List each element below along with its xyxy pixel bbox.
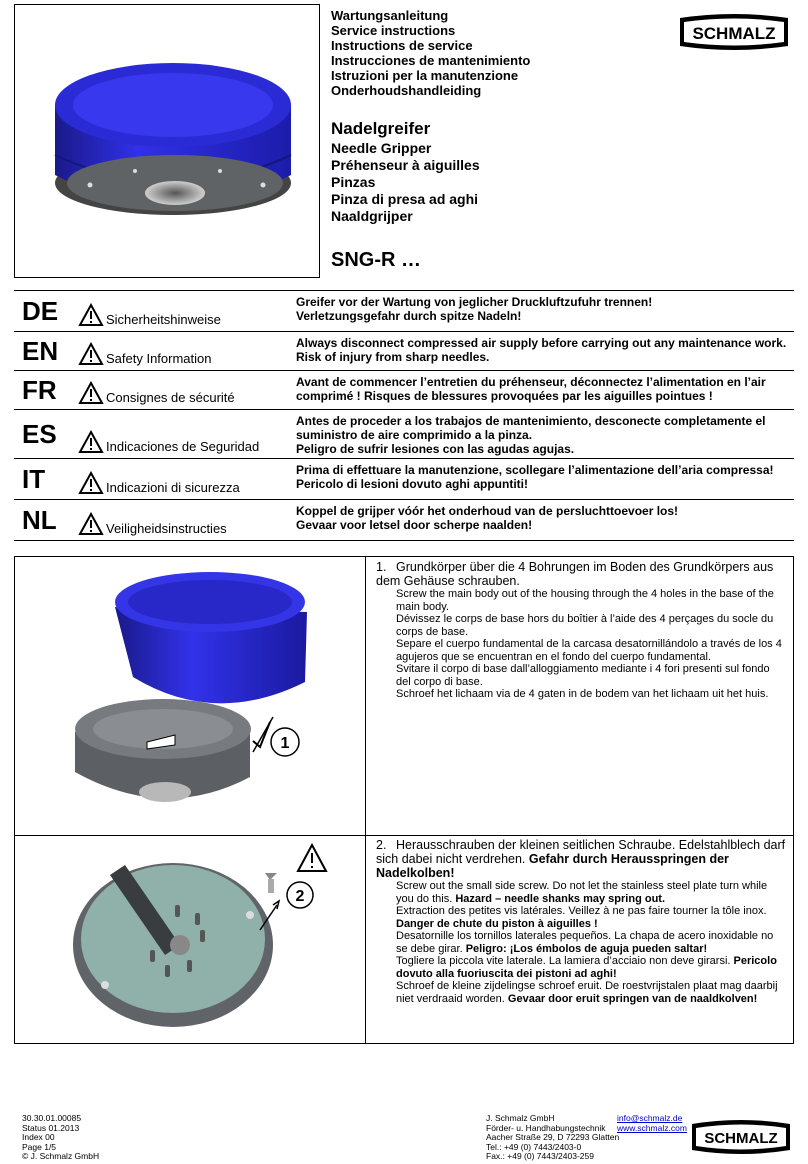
safety-text bbox=[296, 459, 794, 499]
step-2-main bbox=[376, 838, 787, 880]
doc-title-fr: Instructions de service bbox=[331, 38, 473, 53]
step-2-image-label: 2 bbox=[295, 888, 305, 905]
product-image-frame bbox=[14, 4, 320, 278]
product-names bbox=[331, 118, 480, 225]
company-line: Fax.: +49 (0) 7443/2403-259 bbox=[486, 1151, 594, 1161]
product-name-es: Pinzas bbox=[331, 174, 376, 190]
safety-line: Koppel de grijper vóór het onderhoud van de persluchttoevoer los! bbox=[296, 504, 679, 518]
company-line: Aacher Straße 29, D 72293 Glatten bbox=[486, 1132, 620, 1142]
company-line: Tel.: +49 (0) 7443/2403-0 bbox=[486, 1141, 582, 1152]
step-line: Screw the main body out of the housing through the 4 holes in the base of the main body. bbox=[396, 588, 774, 613]
safety-text bbox=[296, 410, 794, 458]
step-2-image bbox=[15, 835, 366, 1043]
lang-code: ES bbox=[22, 418, 57, 449]
doc-status: Status 01.2013 bbox=[22, 1122, 80, 1133]
doc-title-en: Service instructions bbox=[331, 23, 456, 38]
warning-icon bbox=[78, 471, 104, 495]
step-line: Desatornille los tornillos laterales pequeños. La chapa de acero inoxidable no se debe girar. Peligro: ¡Los émbolos de aguja pueden saltar! bbox=[396, 930, 774, 955]
warning-icon bbox=[78, 381, 104, 405]
page-number: Page 1/5 bbox=[22, 1141, 57, 1152]
step-1-text bbox=[366, 557, 793, 835]
step-line: Separe el cuerpo fundamental de la carcasa desatornillándolo a través de los 4 agujeros que se encuentran en el fondo del cuerpo fundamental. bbox=[396, 638, 782, 663]
step-number: 2. bbox=[376, 838, 387, 852]
safety-line: Risk of injury from sharp needles. bbox=[296, 350, 490, 364]
safety-row-it bbox=[14, 458, 794, 499]
safety-section-label: Veiligheidsinstructies bbox=[106, 521, 227, 536]
safety-line: Antes de proceder a los trabajos de mantenimiento, desconecte completamente el bbox=[296, 414, 766, 428]
safety-line: Prima di effettuare la manutenzione, scollegare l’alimentazione dell’aria compressa! bbox=[296, 463, 774, 477]
logo-text: SCHMALZ bbox=[704, 1130, 778, 1147]
lang-code: NL bbox=[22, 504, 57, 535]
lang-code: FR bbox=[22, 374, 57, 405]
disassembly-illustration bbox=[15, 557, 363, 835]
step-line: Screw out the small side screw. Do not let the stainless steel plate turn while you do this. Hazard – needle shanks may spring out. bbox=[396, 880, 768, 905]
company-line: J. Schmalz GmbH bbox=[486, 1113, 555, 1123]
lang-code: EN bbox=[22, 335, 59, 366]
step-line: Schroef het lichaam via de 4 gaten in de bodem van het lichaam uit het huis. bbox=[396, 688, 769, 700]
safety-row-en bbox=[14, 331, 794, 370]
warning-icon bbox=[78, 303, 104, 327]
warning-icon bbox=[78, 430, 104, 454]
safety-line: Pericolo di lesioni dovuto aghi appuntiti! bbox=[296, 477, 529, 491]
model-number: SNG-R … bbox=[331, 249, 421, 271]
footer-company bbox=[486, 1114, 619, 1162]
safety-section bbox=[78, 371, 296, 409]
logo-text: SCHMALZ bbox=[692, 24, 776, 43]
lang-code: IT bbox=[22, 463, 46, 494]
safety-text bbox=[296, 371, 794, 409]
safety-line: Verletzungsgefahr durch spitze Nadeln! bbox=[296, 309, 522, 323]
step-line: Schroef de kleine zijdelingse schroef eruit. De roestvrijstalen plaat mag daarbij niet verdraaid worden. Gevaar door eruit springen van de naaldkolven! bbox=[396, 980, 778, 1005]
step-2-text bbox=[366, 835, 793, 1043]
schmalz-logo bbox=[672, 12, 796, 52]
safety-section bbox=[78, 332, 296, 370]
schmalz-logo-footer bbox=[686, 1118, 796, 1156]
safety-row-de bbox=[14, 290, 794, 331]
document-titles bbox=[331, 8, 530, 98]
safety-section bbox=[78, 291, 296, 331]
step-line: Togliere la piccola vite laterale. La lamiera d’acciaio non deve girarsi. Pericolo dovuto alla fuoriuscita dei pistoni ad aghi! bbox=[396, 955, 777, 980]
safety-text bbox=[296, 291, 794, 331]
step-main-text: Herausschrauben der kleinen seitlichen Schraube. Edelstahlblech darf sich dabei nicht verdrehen. bbox=[376, 838, 786, 866]
step-line: Dévissez le corps de base hors du boîtier à l’aide des 4 perçages du socle du corps de base. bbox=[396, 613, 774, 638]
lang-code: DE bbox=[22, 295, 59, 326]
safety-line: Avant de commencer l’entretien du préhenseur, déconnectez l’alimentation en l’air bbox=[296, 375, 766, 389]
doc-number: 30.30.01.00085 bbox=[22, 1113, 82, 1123]
step-line: Svitare il corpo di base dall’alloggiamento mediante i 4 fori presenti sul fondo del corpo di base. bbox=[396, 663, 770, 688]
safety-section bbox=[78, 500, 296, 540]
product-name-en: Needle Gripper bbox=[331, 140, 432, 156]
steps-table bbox=[14, 556, 794, 1044]
safety-line: Always disconnect compressed air supply before carrying out any maintenance work. bbox=[296, 336, 787, 350]
doc-title-es: Instrucciones de mantenimiento bbox=[331, 53, 531, 68]
safety-row-fr bbox=[14, 370, 794, 409]
website-link[interactable]: www.schmalz.com bbox=[617, 1122, 687, 1133]
safety-table bbox=[14, 290, 794, 541]
step-1-image-label: 1 bbox=[280, 735, 290, 752]
safety-line: suministro de aire comprimido a la pinza. bbox=[296, 428, 533, 442]
safety-section bbox=[78, 410, 296, 458]
warning-icon bbox=[78, 342, 104, 366]
footer-links bbox=[617, 1114, 687, 1133]
safety-section bbox=[78, 459, 296, 499]
product-name-it: Pinza di presa ad aghi bbox=[331, 191, 479, 207]
gripper-image bbox=[15, 5, 319, 277]
warning-icon bbox=[78, 512, 104, 536]
safety-text bbox=[296, 500, 794, 540]
product-name-nl: Naaldgrijper bbox=[331, 208, 413, 224]
safety-text bbox=[296, 332, 794, 370]
step-1-image bbox=[15, 557, 366, 835]
doc-title-de: Wartungsanleitung bbox=[331, 8, 449, 23]
safety-section-label: Consignes de sécurité bbox=[106, 390, 235, 405]
copyright: © J. Schmalz GmbH bbox=[22, 1151, 100, 1161]
step-main-text: Grundkörper über die 4 Bohrungen im Boden des Grundkörpers aus dem Gehäuse schrauben. bbox=[376, 560, 774, 588]
safety-line: Peligro de sufrir lesiones con las agudas agujas. bbox=[296, 442, 575, 456]
footer-doc-info bbox=[22, 1114, 99, 1162]
company-line: Förder- u. Handhabungstechnik bbox=[486, 1122, 606, 1133]
safety-section-label: Indicaciones de Seguridad bbox=[106, 439, 260, 454]
step-1 bbox=[15, 557, 793, 836]
step-main-warning: Gefahr durch Herausspringen der Nadelkolben! bbox=[376, 852, 729, 880]
step-line: Extraction des petites vis latérales. Veillez à ne pas faire tourner la tôle inox. Danger de chute du piston à aiguilles ! bbox=[396, 905, 767, 930]
step-2 bbox=[15, 835, 793, 1043]
screw-removal-illustration bbox=[15, 835, 363, 1043]
safety-row-nl bbox=[14, 499, 794, 541]
safety-row-es bbox=[14, 409, 794, 458]
doc-title-it: Istruzioni per la manutenzione bbox=[331, 68, 519, 83]
safety-section-label: Sicherheitshinweise bbox=[106, 312, 221, 327]
step-number: 1. bbox=[376, 560, 387, 574]
email-link[interactable]: info@schmalz.de bbox=[617, 1113, 683, 1123]
product-main-name: Nadelgreifer bbox=[331, 119, 431, 138]
safety-section-label: Safety Information bbox=[106, 351, 212, 366]
safety-line: Gevaar voor letsel door scherpe naalden! bbox=[296, 518, 533, 532]
doc-title-nl: Onderhoudshandleiding bbox=[331, 83, 482, 98]
product-name-fr: Préhenseur à aiguilles bbox=[331, 157, 480, 173]
safety-line: Greifer vor der Wartung von jeglicher Druckluftzufuhr trennen! bbox=[296, 295, 653, 309]
step-1-main bbox=[376, 560, 787, 588]
safety-line: comprimé ! Risques de blessures provoquées par les aiguilles pointues ! bbox=[296, 389, 713, 403]
doc-index: Index 00 bbox=[22, 1132, 55, 1142]
safety-section-label: Indicazioni di sicurezza bbox=[106, 480, 240, 495]
